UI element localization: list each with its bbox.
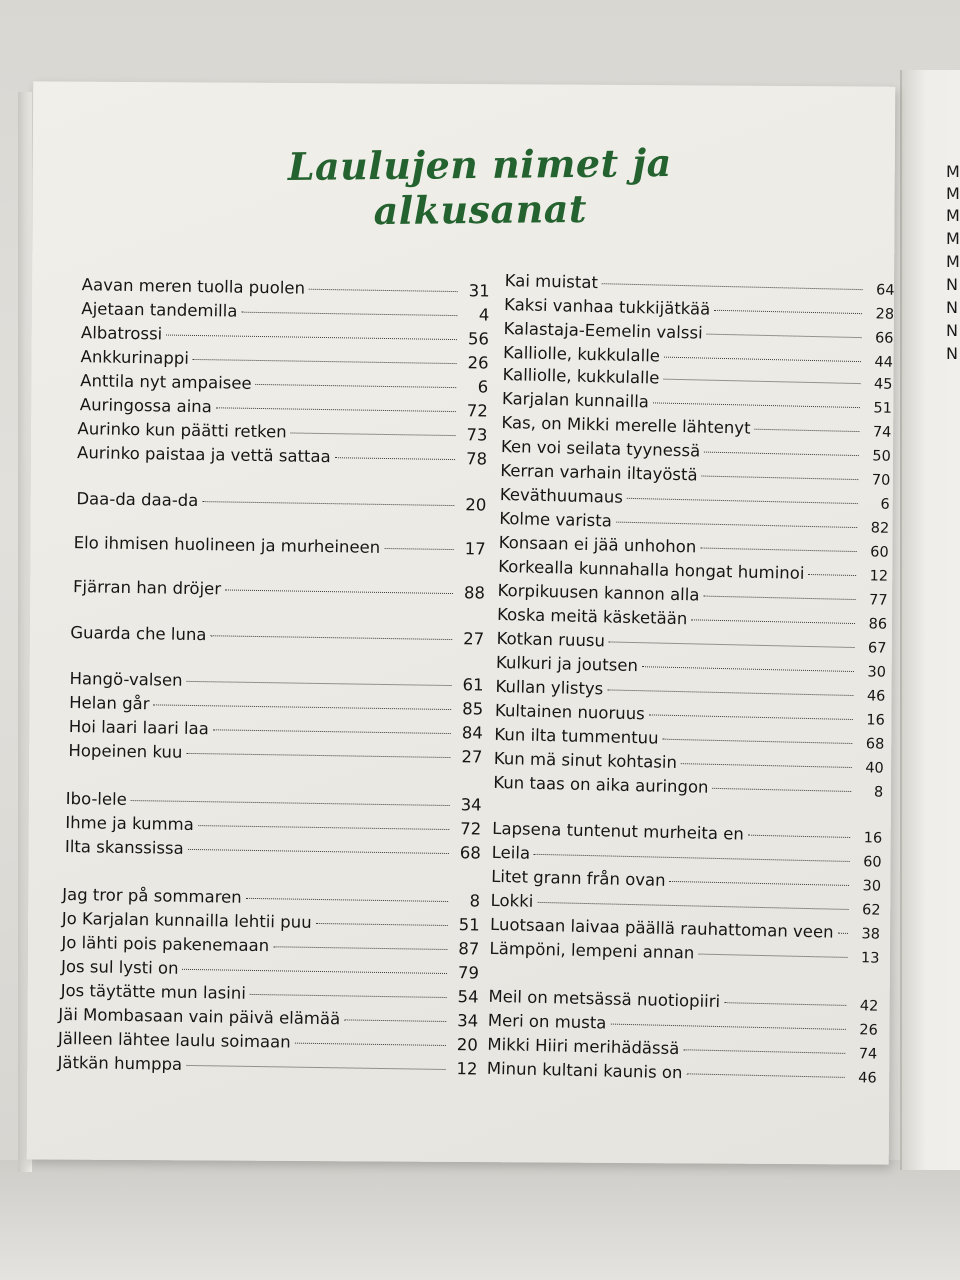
- dot-leader: [616, 521, 857, 528]
- song-title: Aurinko paistaa ja vettä sattaa: [76, 443, 331, 467]
- page-number: 77: [868, 592, 888, 609]
- page-number: 64: [875, 282, 895, 299]
- song-title: Kun ilta tummentuu: [494, 724, 659, 748]
- song-title: Kas, on Mikki merelle lähtenyt: [501, 412, 751, 438]
- song-title: Kai muistat: [504, 270, 599, 293]
- song-title: Kalastaja-Eemelin valssi: [503, 318, 703, 343]
- page-number: 26: [467, 353, 489, 373]
- song-title: Guarda che luna: [70, 623, 207, 645]
- song-title: Mikki Hiiri merihädässä: [487, 1034, 680, 1059]
- page-number: 17: [464, 539, 486, 559]
- dot-leader: [664, 356, 861, 362]
- dot-leader: [202, 500, 454, 506]
- dot-leader: [700, 547, 856, 553]
- page-number: 20: [465, 495, 487, 515]
- song-title: Minun kultani kaunis on: [486, 1058, 683, 1083]
- song-title: Lämpöni, lempeni annan: [489, 938, 695, 963]
- song-title: Keväthuumaus: [499, 484, 624, 507]
- dot-leader: [653, 401, 860, 408]
- dot-leader: [808, 573, 856, 576]
- page-number: 73: [466, 425, 488, 445]
- page-number: 46: [858, 1070, 877, 1087]
- dot-leader: [183, 968, 448, 974]
- page-number: 6: [477, 377, 489, 397]
- dot-leader: [344, 1018, 446, 1022]
- dot-leader: [838, 932, 848, 934]
- song-title: Korkealla kunnahalla hongat huminoi: [498, 556, 805, 583]
- song-title: Jäi Mombasaan vain päivä elämää: [58, 1004, 341, 1029]
- dot-leader: [187, 680, 452, 686]
- dot-leader: [609, 640, 855, 648]
- dot-leader: [707, 333, 862, 339]
- next-page-letter: N: [946, 321, 958, 340]
- song-title: Ken voi seilata tyynessä: [500, 436, 701, 461]
- page-number: 28: [875, 306, 895, 323]
- dot-leader: [704, 451, 859, 457]
- page-number: 67: [867, 640, 887, 657]
- song-title: Kultainen nuoruus: [494, 700, 645, 724]
- page-number: 62: [861, 902, 881, 919]
- dot-leader: [166, 334, 457, 341]
- page-number: 44: [874, 354, 894, 371]
- page-number: 72: [466, 401, 488, 421]
- song-title: Jos täytätte mun lasini: [60, 980, 247, 1003]
- song-title: Ankkurinappi: [80, 347, 190, 368]
- page-number: 16: [863, 830, 883, 847]
- dot-leader: [335, 456, 455, 460]
- song-title: Konsaan ei jää unhohon: [498, 532, 697, 557]
- dot-leader: [607, 688, 853, 696]
- dot-leader: [703, 595, 855, 600]
- dot-leader: [154, 703, 452, 710]
- page-number: 6: [880, 496, 890, 513]
- dot-leader: [186, 752, 450, 758]
- song-title: Elo ihmisen huolineen ja murheineen: [73, 533, 381, 557]
- dot-leader: [663, 738, 853, 744]
- page-number: 60: [862, 854, 882, 871]
- song-title: Lokki: [490, 890, 534, 911]
- page-number: 51: [873, 400, 893, 417]
- page-number: 87: [458, 939, 480, 959]
- page-number: 74: [858, 1046, 878, 1063]
- dot-leader: [724, 1001, 846, 1006]
- dot-leader: [295, 1042, 446, 1046]
- page-number: 42: [859, 998, 879, 1015]
- page-number: 12: [869, 568, 889, 585]
- dot-leader: [681, 762, 852, 768]
- song-title: Jag tror på sommaren: [62, 884, 242, 907]
- song-title: Koska meitä käsketään: [496, 604, 688, 629]
- page-number: 54: [457, 987, 479, 1007]
- song-title: Albatrossi: [80, 323, 163, 344]
- page-number: 26: [859, 1022, 878, 1039]
- next-page-letter: M: [946, 229, 960, 248]
- page-number: 72: [460, 819, 482, 839]
- dot-leader: [241, 311, 457, 316]
- song-title: Kaksi vanhaa tukkijätkää: [503, 294, 711, 319]
- table-surface: [0, 1160, 960, 1280]
- page-number: 51: [458, 915, 480, 935]
- dot-leader: [698, 953, 847, 958]
- song-title: Leila: [491, 842, 531, 863]
- dot-leader: [755, 428, 860, 432]
- page-number: 20: [456, 1035, 479, 1055]
- dot-leader: [186, 1064, 445, 1070]
- page-number: 60: [870, 544, 889, 561]
- page-number: 86: [868, 616, 888, 633]
- song-title: Jo lähti pois pakenemaan: [61, 932, 270, 956]
- next-page-letter: N: [946, 298, 958, 317]
- page-number: 78: [465, 449, 488, 469]
- dot-leader: [291, 431, 456, 436]
- song-title: Korpikuusen kannon alla: [497, 580, 700, 605]
- page-number: 79: [457, 963, 480, 983]
- song-title: Hangö-valsen: [69, 669, 183, 690]
- page-number: 68: [865, 736, 885, 753]
- page-number: 88: [463, 583, 486, 603]
- song-title: Luotsaan laivaa päällä rauhattoman veen: [489, 914, 834, 942]
- song-title: Helan går: [69, 693, 150, 714]
- dot-leader: [748, 834, 850, 838]
- song-title: Ilta skanssissa: [64, 836, 184, 858]
- song-title: Kotkan ruusu: [496, 628, 606, 651]
- page-number: 16: [866, 712, 886, 729]
- dot-leader: [188, 848, 449, 854]
- song-title: Auringossa aina: [79, 395, 212, 417]
- song-title: Aurinko kun päätti retken: [77, 419, 287, 442]
- song-title: Jälleen lähtee laulu soimaan: [57, 1028, 291, 1052]
- dot-leader: [309, 288, 458, 292]
- song-title: Lapsena tuntenut murheita en: [492, 818, 745, 844]
- song-title: Hopeinen kuu: [68, 741, 183, 762]
- song-title: Hoi laari laari laa: [68, 717, 209, 739]
- next-page-letter: M: [946, 252, 960, 271]
- page-number: 61: [462, 675, 484, 695]
- song-title: Jo Karjalan kunnailla lehtii puu: [61, 908, 312, 932]
- dot-leader: [534, 853, 850, 862]
- dot-leader: [246, 897, 448, 902]
- page-number: 8: [873, 784, 884, 801]
- dot-leader: [642, 665, 854, 672]
- song-title: Meri on musta: [487, 1010, 607, 1033]
- next-page-letter: N: [946, 275, 958, 294]
- song-title: Karjalan kunnailla: [501, 388, 650, 412]
- next-page-letter: M: [946, 206, 960, 225]
- dot-leader: [714, 309, 862, 314]
- song-title: Aavan meren tuolla puolen: [81, 275, 306, 298]
- page-number: 50: [872, 448, 891, 465]
- song-title: Ibo-lele: [65, 788, 128, 809]
- dot-leader: [198, 824, 450, 830]
- next-page-letter: M: [946, 162, 960, 181]
- page-number: 68: [459, 843, 482, 863]
- page-number: 13: [860, 950, 880, 967]
- song-title: Ihme ja kumma: [65, 812, 194, 835]
- song-title: Kun mä sinut kohtasin: [493, 748, 678, 773]
- page-number: 27: [463, 629, 485, 649]
- song-title: Kolme varista: [499, 508, 613, 531]
- page-number: 46: [866, 688, 886, 705]
- page-number: 38: [861, 926, 881, 943]
- dot-leader: [663, 378, 860, 384]
- page-number: 45: [873, 376, 893, 393]
- dot-leader: [273, 945, 447, 950]
- song-title: Jätkän humppa: [57, 1052, 183, 1074]
- dot-leader: [537, 901, 848, 910]
- song-title: Litet grann från ovan: [490, 866, 666, 890]
- page-number: 12: [456, 1059, 478, 1079]
- song-title: Kalliolle, kukkulalle: [502, 342, 661, 366]
- dot-leader: [225, 588, 453, 594]
- page-number: 85: [462, 699, 484, 719]
- song-title: Kalliolle, kukkulalle: [502, 364, 660, 388]
- dot-leader: [610, 1023, 845, 1030]
- dot-leader: [216, 406, 456, 412]
- song-title: Meil on metsässä nuotiopiiri: [488, 986, 721, 1012]
- page-number: 66: [874, 330, 894, 347]
- dot-leader: [316, 922, 448, 926]
- page-number: 8: [469, 891, 481, 911]
- song-title: Kullan ylistys: [495, 676, 604, 699]
- page-number: 70: [871, 472, 891, 489]
- song-title: Ajetaan tandemilla: [81, 299, 238, 321]
- dot-leader: [602, 282, 863, 290]
- page-number: 74: [872, 424, 892, 441]
- song-title: Anttila nyt ampaisee: [80, 371, 252, 393]
- song-title: Fjärran han dröjer: [72, 577, 222, 599]
- dot-leader: [131, 799, 450, 806]
- page-number: 30: [867, 664, 887, 681]
- dot-leader: [213, 728, 451, 734]
- page-number: 84: [461, 723, 483, 743]
- page-number: 82: [870, 520, 890, 537]
- next-page: [900, 70, 960, 1170]
- song-title: Jos sul lysti on: [60, 956, 179, 978]
- dot-leader: [210, 634, 452, 640]
- dot-leader: [683, 1048, 845, 1054]
- song-title: Daa-da daa-da: [76, 489, 199, 511]
- song-title: Kulkuri ja joutsen: [495, 652, 639, 676]
- page-number: 34: [460, 795, 482, 815]
- dot-leader: [712, 787, 851, 792]
- dot-leader: [670, 880, 850, 886]
- dot-leader: [256, 383, 457, 388]
- dot-leader: [702, 475, 859, 481]
- page-title: Laulujen nimet ja alkusanat: [287, 139, 672, 234]
- dot-leader: [686, 1072, 844, 1078]
- dot-leader: [250, 993, 447, 998]
- dot-leader: [691, 618, 855, 624]
- dot-leader: [649, 713, 853, 720]
- page-number: 27: [461, 747, 483, 767]
- dot-leader: [627, 497, 858, 504]
- dot-leader: [193, 358, 457, 364]
- song-title: Kerran varhain iltayöstä: [500, 460, 698, 485]
- song-title: Kun taas on aika auringon: [493, 772, 709, 797]
- page-number: 34: [457, 1011, 479, 1031]
- page-number: 40: [865, 760, 884, 777]
- page-number: 30: [862, 878, 882, 895]
- page-number: 4: [478, 305, 490, 325]
- next-page-letter: M: [946, 184, 960, 203]
- page-number: 56: [467, 329, 490, 349]
- page-number: 31: [468, 281, 490, 301]
- next-page-letter: N: [946, 344, 958, 363]
- dot-leader: [384, 547, 454, 550]
